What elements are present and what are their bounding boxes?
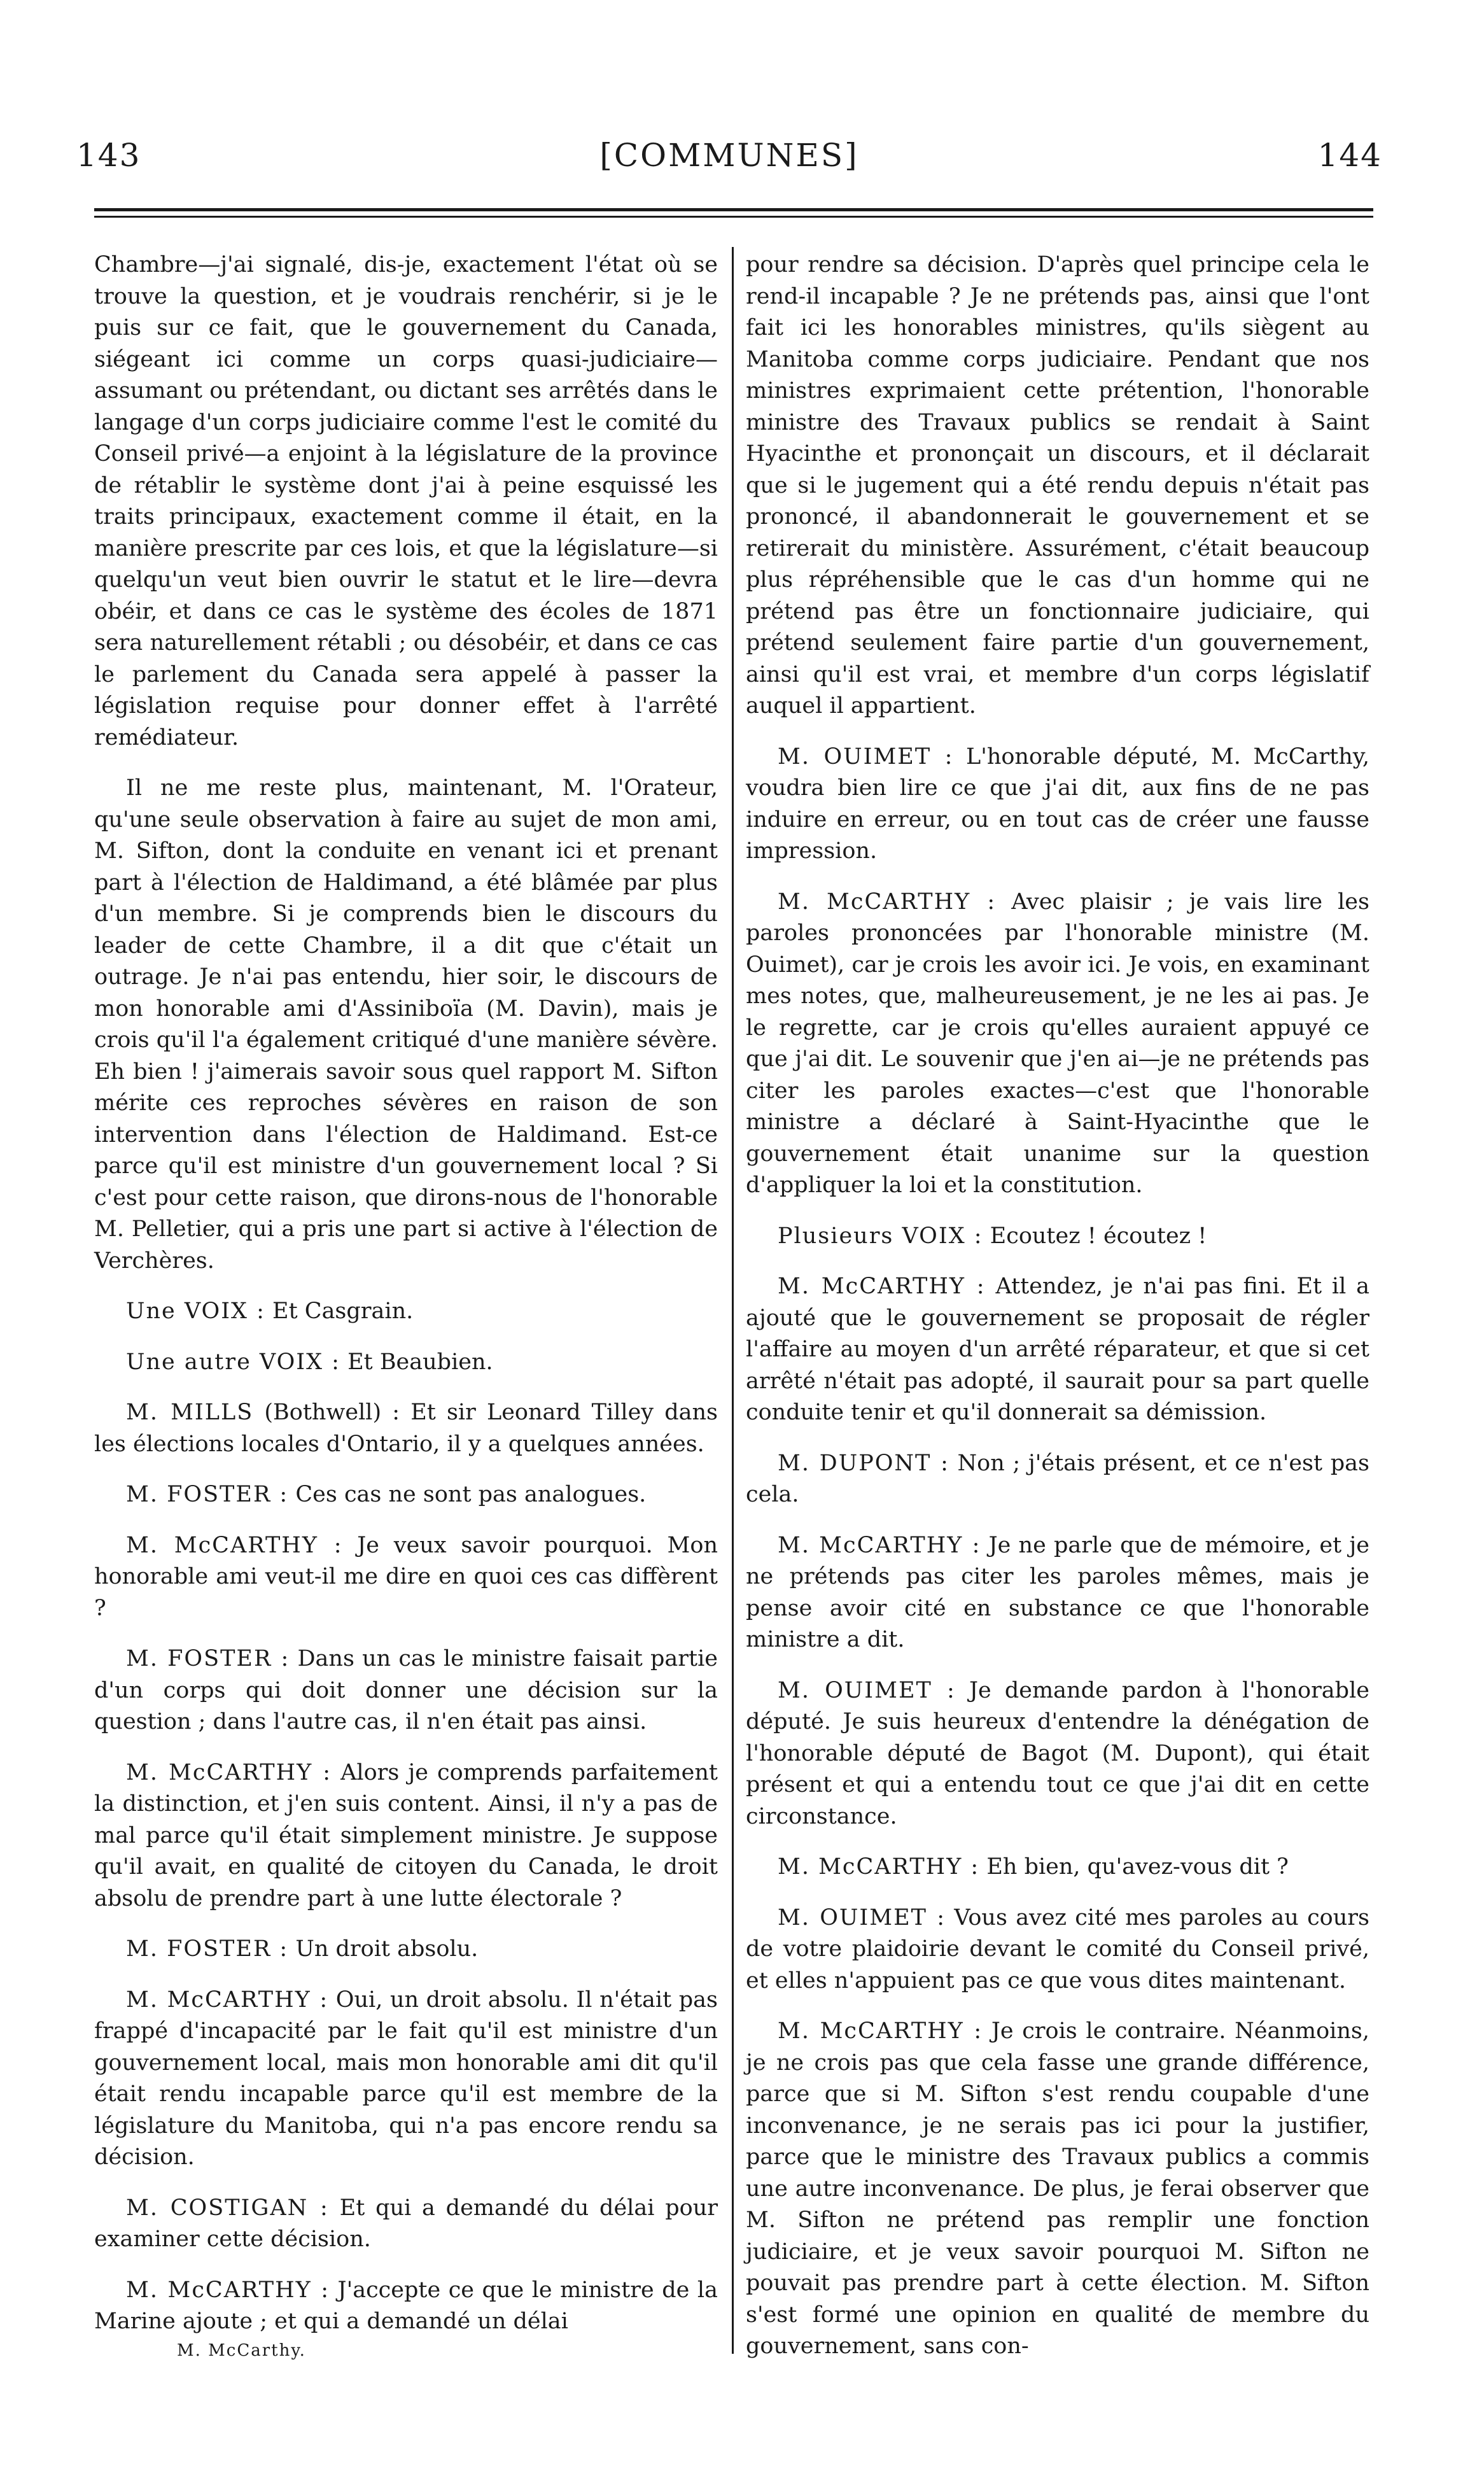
page-number-left: 143 bbox=[76, 137, 141, 174]
speaker-name: M. OUIMET : bbox=[778, 1904, 946, 1931]
running-title: [COMMUNES] bbox=[599, 137, 859, 174]
speech-text: Ces cas ne sont pas analogues. bbox=[295, 1482, 647, 1507]
speech-text: Attendez, je n'ai pas fini. Et il a ajouté que le gouvernement se proposait de régler l'affaire au moyen d'un arrêté réparateur, et que si cet arrêté n'était pas adopté, il saurait pour sa part quelle conduite tenir et qu'il donnerait sa démission. bbox=[746, 1274, 1369, 1425]
column-divider bbox=[732, 247, 734, 2354]
header-rule-thin bbox=[94, 216, 1373, 218]
speech bbox=[746, 1271, 1369, 1429]
speech-text: Eh bien, qu'avez-vous dit ? bbox=[986, 1854, 1289, 1880]
speech bbox=[746, 1221, 1369, 1253]
speech bbox=[746, 2016, 1369, 2363]
speech-text: Et Casgrain. bbox=[272, 1298, 414, 1324]
speaker-name: M. McCARTHY : bbox=[778, 1274, 986, 1299]
speaker-name: M. OUIMET : bbox=[778, 1677, 956, 1703]
speaker-name: M. McCARTHY : bbox=[778, 2018, 983, 2044]
speaker-name: M. OUIMET : bbox=[778, 743, 954, 770]
speech-text: (Bothwell) : Et sir Leonard Tilley dans les élections locales d'Ontario, il y a quelques années. bbox=[94, 1400, 718, 1457]
speech bbox=[746, 742, 1369, 868]
left-column bbox=[94, 250, 718, 2367]
speech bbox=[94, 1934, 718, 1966]
speaker-name: M. McCARTHY : bbox=[778, 1532, 981, 1558]
page-header bbox=[76, 137, 1382, 181]
speech-text: Vous avez cité mes paroles au cours de votre plaidoirie devant le comité du Conseil privé, et elles n'appuient pas ce que vous dites maintenant. bbox=[746, 1904, 1369, 1994]
paragraph bbox=[94, 773, 718, 1277]
speech-text: Je demande pardon à l'honorable député. Je suis heureux d'entendre la dénégation de l'honorable député de Bagot (M. Dupont), qui était présent et qui a entendu tout ce que j'ai dit en cette circonstance. bbox=[746, 1677, 1369, 1829]
speech bbox=[94, 1296, 718, 1328]
speaker-name: M. COSTIGAN : bbox=[126, 2195, 329, 2221]
speech bbox=[94, 2193, 718, 2256]
speech-text: Je ne parle que de mémoire, et je ne prétends pas citer les paroles mêmes, mais je pense avoir cité en substance ce que l'honorable ministre a dit. bbox=[746, 1532, 1369, 1652]
speaker-name: M. MILLS bbox=[126, 1400, 254, 1425]
speech bbox=[746, 1903, 1369, 1997]
paragraph-text: pour rendre sa décision. D'après quel principe cela le rend-il incapable ? Je ne prétends pas, ainsi que l'ont fait ici les honorables ministres, qu'ils siègent au Manitoba comme corps judiciaire. Pendant que nos ministres exprimaient cette prétention, l'honorable ministre des Travaux publics se rendait à Saint Hyacinthe et prononçait un discours, et il déclarait que si le jugement qui a été rendu depuis n'était pas prononcé, il abandonnerait le gouvernement et se retirerait du ministère. Assurément, c'était beaucoup plus répréhensible que le cas d'un homme qui ne prétend pas être un fonctionnaire judiciaire, qui prétend seulement faire partie d'un gouvernement, ainsi qu'il est vrai, et membre d'un corps législatif auquel il appartient. bbox=[746, 252, 1369, 719]
speaker-name: M. FOSTER : bbox=[126, 1646, 290, 1671]
speech-text: Non ; j'étais présent, et ce n'est pas cela. bbox=[746, 1450, 1369, 1507]
speech-text: J'accepte ce que le ministre de la Marine ajoute ; et qui a demandé un délai bbox=[94, 2277, 718, 2334]
speaker-name: Une VOIX : bbox=[126, 1298, 265, 1324]
speech bbox=[746, 1852, 1369, 1883]
speech-text: Dans un cas le ministre faisait partie d'un corps qui doit donner une décision sur la question ; dans l'autre cas, il n'en était pas ainsi. bbox=[94, 1646, 718, 1734]
page-number-right: 144 bbox=[1317, 137, 1382, 174]
speech bbox=[746, 1675, 1369, 1833]
speech-text: Un droit absolu. bbox=[295, 1936, 479, 1962]
speaker-name: M. McCARTHY : bbox=[126, 1987, 329, 2013]
speech bbox=[746, 1448, 1369, 1511]
speech bbox=[746, 887, 1369, 1202]
paragraph-text: Il ne me reste plus, maintenant, M. l'Orateur, qu'une seule observation à faire au sujet de mon ami, M. Sifton, dont la conduite en venant ici et prenant part à l'élection de Haldimand, a été blâmée par plus d'un membre. Si je comprends bien le discours du leader de cette Chambre, il a dit que c'était un outrage. Je n'ai pas entendu, hier soir, le discours de mon honorable ami d'Assiniboïa (M. Davin), mais je crois qu'il l'a également critiqué d'une manière sévère. Eh bien ! j'aimerais savoir sous quel rapport M. Sifton mérite ces reproches sévères en raison de son intervention dans l'élection de Haldimand. Est-ce parce qu'il est ministre d'un gouvernement local ? Si c'est pour cette raison, que dirons-nous de l'honorable M. Pelletier, qui a pris une part si active à l'élection de Verchères. bbox=[94, 775, 718, 1274]
paragraph-text: Chambre—j'ai signalé, dis-je, exactement l'état où se trouve la question, et je voudrais renchérir, si je le puis sur ce fait, que le gouvernement du Canada, siégeant ici comme un corps quasi-judiciaire—assumant ou prétendant, ou dictant ses arrêtés dans le langage d'un corps judiciaire comme l'est le comité du Conseil privé—a enjoint à la législature de la province de rétablir le système dont j'ai à peine esquissé les traits principaux, exactement comme il était, en la manière prescrite par ces lois, et que la législature—si quelqu'un veut bien ouvrir le statut et le lire—devra obéir, et dans ce cas le système des écoles de 1871 sera naturellement rétabli ; ou désobéir, et dans ce cas le parlement du Canada sera appelé à passer la législation requise pour donner effet à l'arrêté remédiateur. bbox=[94, 252, 718, 750]
speech bbox=[94, 1757, 718, 1915]
speaker-name: M. DUPONT : bbox=[778, 1450, 949, 1476]
speech-text: Je crois le contraire. Néanmoins, je ne crois pas que cela fasse une grande différence, parce que si M. Sifton s'est rendu coupable d'une inconvenance, je ne serais pas ici pour la justifier, parce que le ministre des Travaux publics a commis une autre inconvenance. De plus, je ferai observer que M. Sifton ne prétend pas remplir une fonction judiciaire, et je veux savoir pourquoi M. Sifton ne pouvait pas prendre part à cette élection. M. Sifton s'est formé une opinion en qualité de membre du gouvernement, sans con- bbox=[746, 2018, 1369, 2359]
right-column bbox=[746, 250, 1369, 2363]
speech bbox=[94, 1479, 718, 1511]
paragraph bbox=[746, 250, 1369, 722]
speaker-name: Plusieurs VOIX : bbox=[778, 1223, 983, 1249]
speaker-name: M. McCARTHY : bbox=[126, 2277, 330, 2303]
speech bbox=[94, 2275, 718, 2338]
speaker-name: M. McCARTHY : bbox=[126, 1759, 332, 1785]
speaker-name: Une autre VOIX : bbox=[126, 1349, 340, 1375]
speech-text: Alors je comprends parfaitement la distinction, et j'en suis content. Ainsi, il n'y a pas de mal parce qu'il était simplement ministre. Je suppose qu'il avait, en qualité de citoyen du Canada, le droit absolu de prendre part à une lutte électorale ? bbox=[94, 1759, 718, 1911]
paragraph bbox=[94, 250, 718, 754]
speech-text: Avec plaisir ; je vais lire les paroles prononcées par l'honorable ministre (M. Ouimet), car je crois les avoir ici. Je vois, en examinant mes notes, que, malheureusement, je ne les ai pas. Je le regrette, car je crois qu'elles auraient appuyé ce que j'ai dit. Le souvenir que j'en ai—je ne prétends pas citer les paroles exactes—c'est que l'honorable ministre a déclaré à Saint-Hyacinthe que le gouvernement était unanime sur la question d'appliquer la loi et la constitution. bbox=[746, 889, 1369, 1198]
speaker-name: M. McCARTHY : bbox=[778, 1854, 980, 1880]
speech-text: L'honorable député, M. McCarthy, voudra bien lire ce que j'ai dit, aux fins de ne pas induire en erreur, ou en tout cas de créer une fausse impression. bbox=[746, 743, 1369, 864]
speech-text: Et qui a demandé du délai pour examiner cette décision. bbox=[94, 2195, 718, 2252]
speaker-name: M. FOSTER : bbox=[126, 1936, 289, 1962]
running-signature: M. McCarthy. bbox=[177, 2340, 306, 2360]
speech bbox=[94, 1985, 718, 2174]
speech bbox=[94, 1397, 718, 1460]
speech-text: Je veux savoir pourquoi. Mon honorable ami veut-il me dire en quoi ces cas diffèrent ? bbox=[94, 1532, 718, 1621]
header-rule-thick bbox=[94, 208, 1373, 211]
speaker-name: M. McCARTHY : bbox=[778, 889, 997, 915]
speech bbox=[94, 1530, 718, 1625]
speech bbox=[94, 1347, 718, 1379]
speech-text: Oui, un droit absolu. Il n'était pas frappé d'incapacité par le fait qu'il est ministre d'un gouvernement local, mais mon honorable ami dit qu'il était rendu incapable parce qu'il est membre de la législature du Manitoba, qui n'a pas encore rendu sa décision. bbox=[94, 1987, 718, 2170]
speech bbox=[94, 1643, 718, 1738]
speaker-name: M. FOSTER : bbox=[126, 1482, 289, 1507]
speaker-name: M. McCARTHY : bbox=[126, 1532, 343, 1558]
speech bbox=[746, 1530, 1369, 1656]
speech-text: Ecoutez ! écoutez ! bbox=[990, 1223, 1207, 1249]
speech-text: Et Beaubien. bbox=[347, 1349, 493, 1375]
